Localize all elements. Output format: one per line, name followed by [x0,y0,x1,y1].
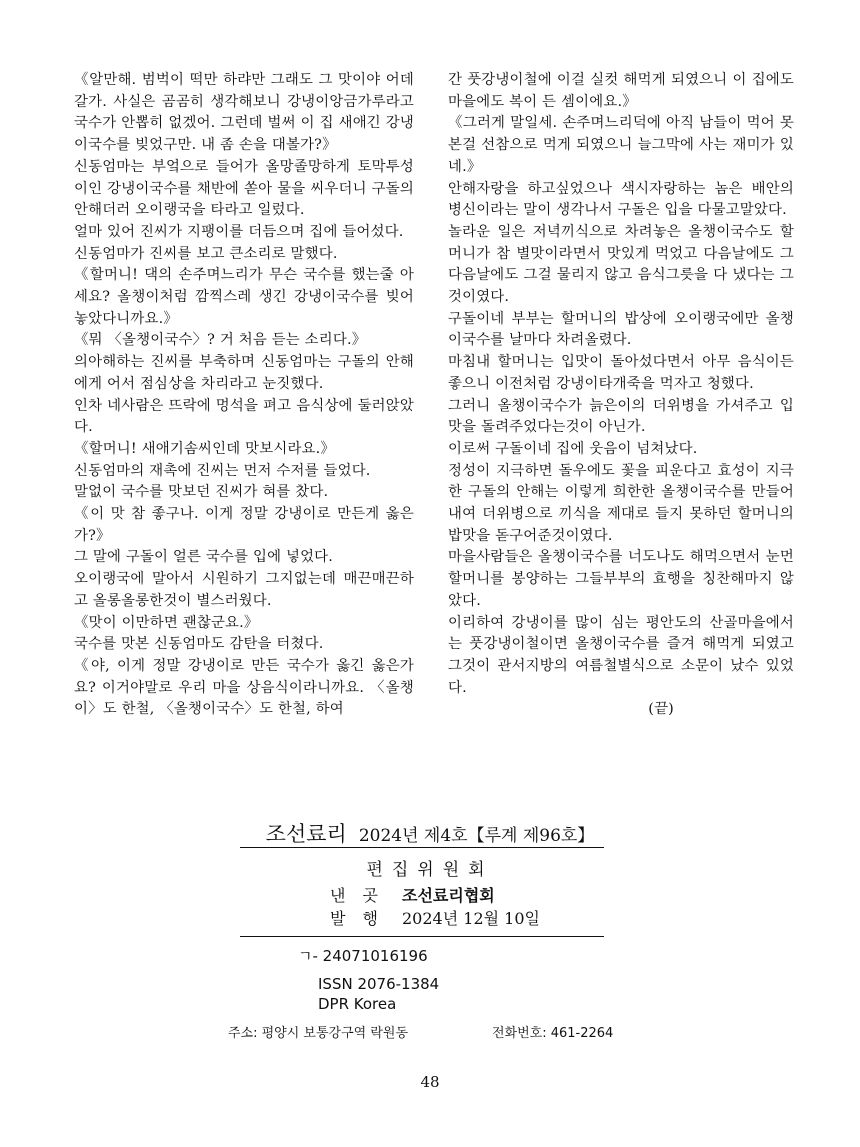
divider [240,847,604,848]
publisher-row [330,883,495,906]
right-paragraph: 안해자랑을 하고싶었으나 색시자랑하는 놈은 배안의 병신이라는 말이 생각나서 구돌은 입을 다물고말았다. [448,180,794,219]
end-mark: (끝) [648,701,674,718]
publish-date-value: 2024년 12월 10일 [402,909,540,928]
editorial-committee: 편집위원회 [366,860,494,880]
issn: ISSN 2076-1384 [318,975,440,993]
country: DPR Korea [318,995,397,1013]
right-paragraph: 이로써 구돌이네 집에 웃음이 넘쳐났다. [448,440,698,457]
right-paragraph: 그러니 올챙이국수가 늙은이의 더위병을 가셔주고 입맛을 돌려주었다는것이 아닌가. [448,397,794,436]
publish-date-label: 발 행 [330,909,384,928]
publisher-label: 낸 곳 [330,886,384,905]
right-paragraph: 놀라운 일은 저녁끼식으로 차려놓은 올챙이국수도 할머니가 참 별맛이라면서 맛있게 먹었고 다음날에도 그 다음날에도 그걸 물리지 않고 음식그릇을 다 냈다는 그것이였다. [448,223,794,306]
left-paragraph: 《이 맛 참 좋구나. 이게 정말 강냉이로 만든게 옳은가?》 [74,506,414,544]
right-paragraph: 마을사람들은 올챙이국수를 너도나도 해먹으면서 눈먼 할머니를 봉양하는 그들부부의 효행을 칭찬해마지 않았다. [448,549,794,609]
right-paragraph: 《그러게 말일세. 손주며느리덕에 아직 남들이 먹어 못본걸 선참으로 먹게 되였으니 늘그막에 사는 재미가 있네.》 [448,115,794,175]
page-number: 48 [420,1073,440,1091]
article-left-column [74,70,414,721]
left-paragraph: 《뭐 〈올챙이국수〉? 거 처음 듣는 소리다.》 [74,332,367,349]
masthead-title [0,818,860,848]
phone-number: 전화번호: 461-2264 [492,1026,614,1041]
left-paragraph: 《야, 이게 정말 강냉이로 만든 국수가 옳긴 옳은가요? 이거야말로 우리 마을 상음식이라니까요. 〈올챙이〉도 한철, 〈올챙이국수〉도 한철, 하여 [74,657,414,718]
left-paragraph: 신동엄마의 재촉에 진씨는 먼저 수저를 들었다. [74,462,371,479]
right-paragraph: 간 풋강냉이철에 이걸 실컷 해먹게 되였으니 이 집에도 마을에도 복이 든 셈이에요.》 [448,72,794,110]
left-paragraph: 신동엄마는 부엌으로 들어가 올망졸망하게 토막투성이인 강냉이국수를 채반에 쏟아 물을 씨우더니 구돌의 안해더러 오이랭국을 타라고 일렀다. [74,158,414,219]
right-paragraph: 마침내 할머니는 입맛이 돌아섰다면서 아무 음식이든 좋으니 이전처럼 강냉이타개죽을 먹자고 청했다. [448,354,794,392]
publish-date-row [330,906,540,929]
article-right-column [448,70,794,721]
issue-number: 2024년 제4호【루계 제96호】 [358,826,595,846]
right-paragraph: 정성이 지극하면 돌우에도 꽃을 피운다고 효성이 지극한 구돌의 안해는 이렇게 희한한 올챙이국수를 만들어내여 더위병으로 끼식을 제대로 들지 못하던 할머니의 밥맛을 돋구어준것이였다. [448,462,794,544]
journal-name: 조선료리 [265,822,347,846]
right-paragraph: 이리하여 강냉이를 많이 심는 평안도의 산골마을에서는 풋강냉이철이면 올챙이국수를 즐겨 해먹게 되였고 그것이 관서지방의 여름철별식으로 소문이 났수 있었다. [448,614,794,696]
left-paragraph: 그 말에 구돌이 얼른 국수를 입에 넣었다. [74,549,334,566]
left-paragraph: 《할머니! 새애기솜씨인데 맛보시라요.》 [74,440,336,457]
left-paragraph: 《알만해. 범벅이 떡만 하랴만 그래도 그 맛이야 어데 갈가. 사실은 곰곰히 생각해보니 강냉이앙금가루라고 국수가 안뽑히 없겠어. 그런데 벌써 이 집 새애긴 강냉이국수를 빚었구만. 내 좀 손을 대볼가?》 [74,72,414,154]
left-paragraph: 신동엄마가 진씨를 보고 큰소리로 말했다. [74,245,338,262]
left-paragraph: 《할머니! 댁의 손주며느리가 무슨 국수를 했는줄 아세요? 올챙이처럼 깜찍스레 생긴 강냉이국수를 빚어놓았다니까요.》 [74,267,414,327]
left-paragraph: 《맛이 이만하면 괜찮군요.》 [74,614,259,631]
left-paragraph: 의아해하는 진씨를 부축하며 신동엄마는 구돌의 안해에게 어서 점심상을 차리라고 눈짓했다. [74,354,414,392]
divider [240,936,604,937]
address: 주소: 평양시 보통강구역 락원동 [228,1026,409,1041]
left-paragraph: 오이랭국에 말아서 시원하기 그지없는데 매끈매끈하고 올롱올롱한것이 별스러웠다. [74,571,414,609]
publisher-value: 조선료리협회 [402,886,495,905]
left-paragraph: 얼마 있어 진씨가 지팽이를 더듬으며 집에 들어섰다. [74,223,404,240]
registration-code: ㄱ- 24071016196 [298,947,428,965]
left-paragraph: 말없이 국수를 맛보던 진씨가 혀를 찼다. [74,484,329,501]
left-paragraph: 인차 네사람은 뜨락에 멍석을 펴고 음식상에 둘러앉았다. [74,397,414,436]
right-paragraph: 구돌이네 부부는 할머니의 밥상에 오이랭국에만 올챙이국수를 날마다 차려올렸다. [448,310,794,349]
left-paragraph: 국수를 맛본 신동엄마도 감탄을 터쳤다. [74,636,324,653]
